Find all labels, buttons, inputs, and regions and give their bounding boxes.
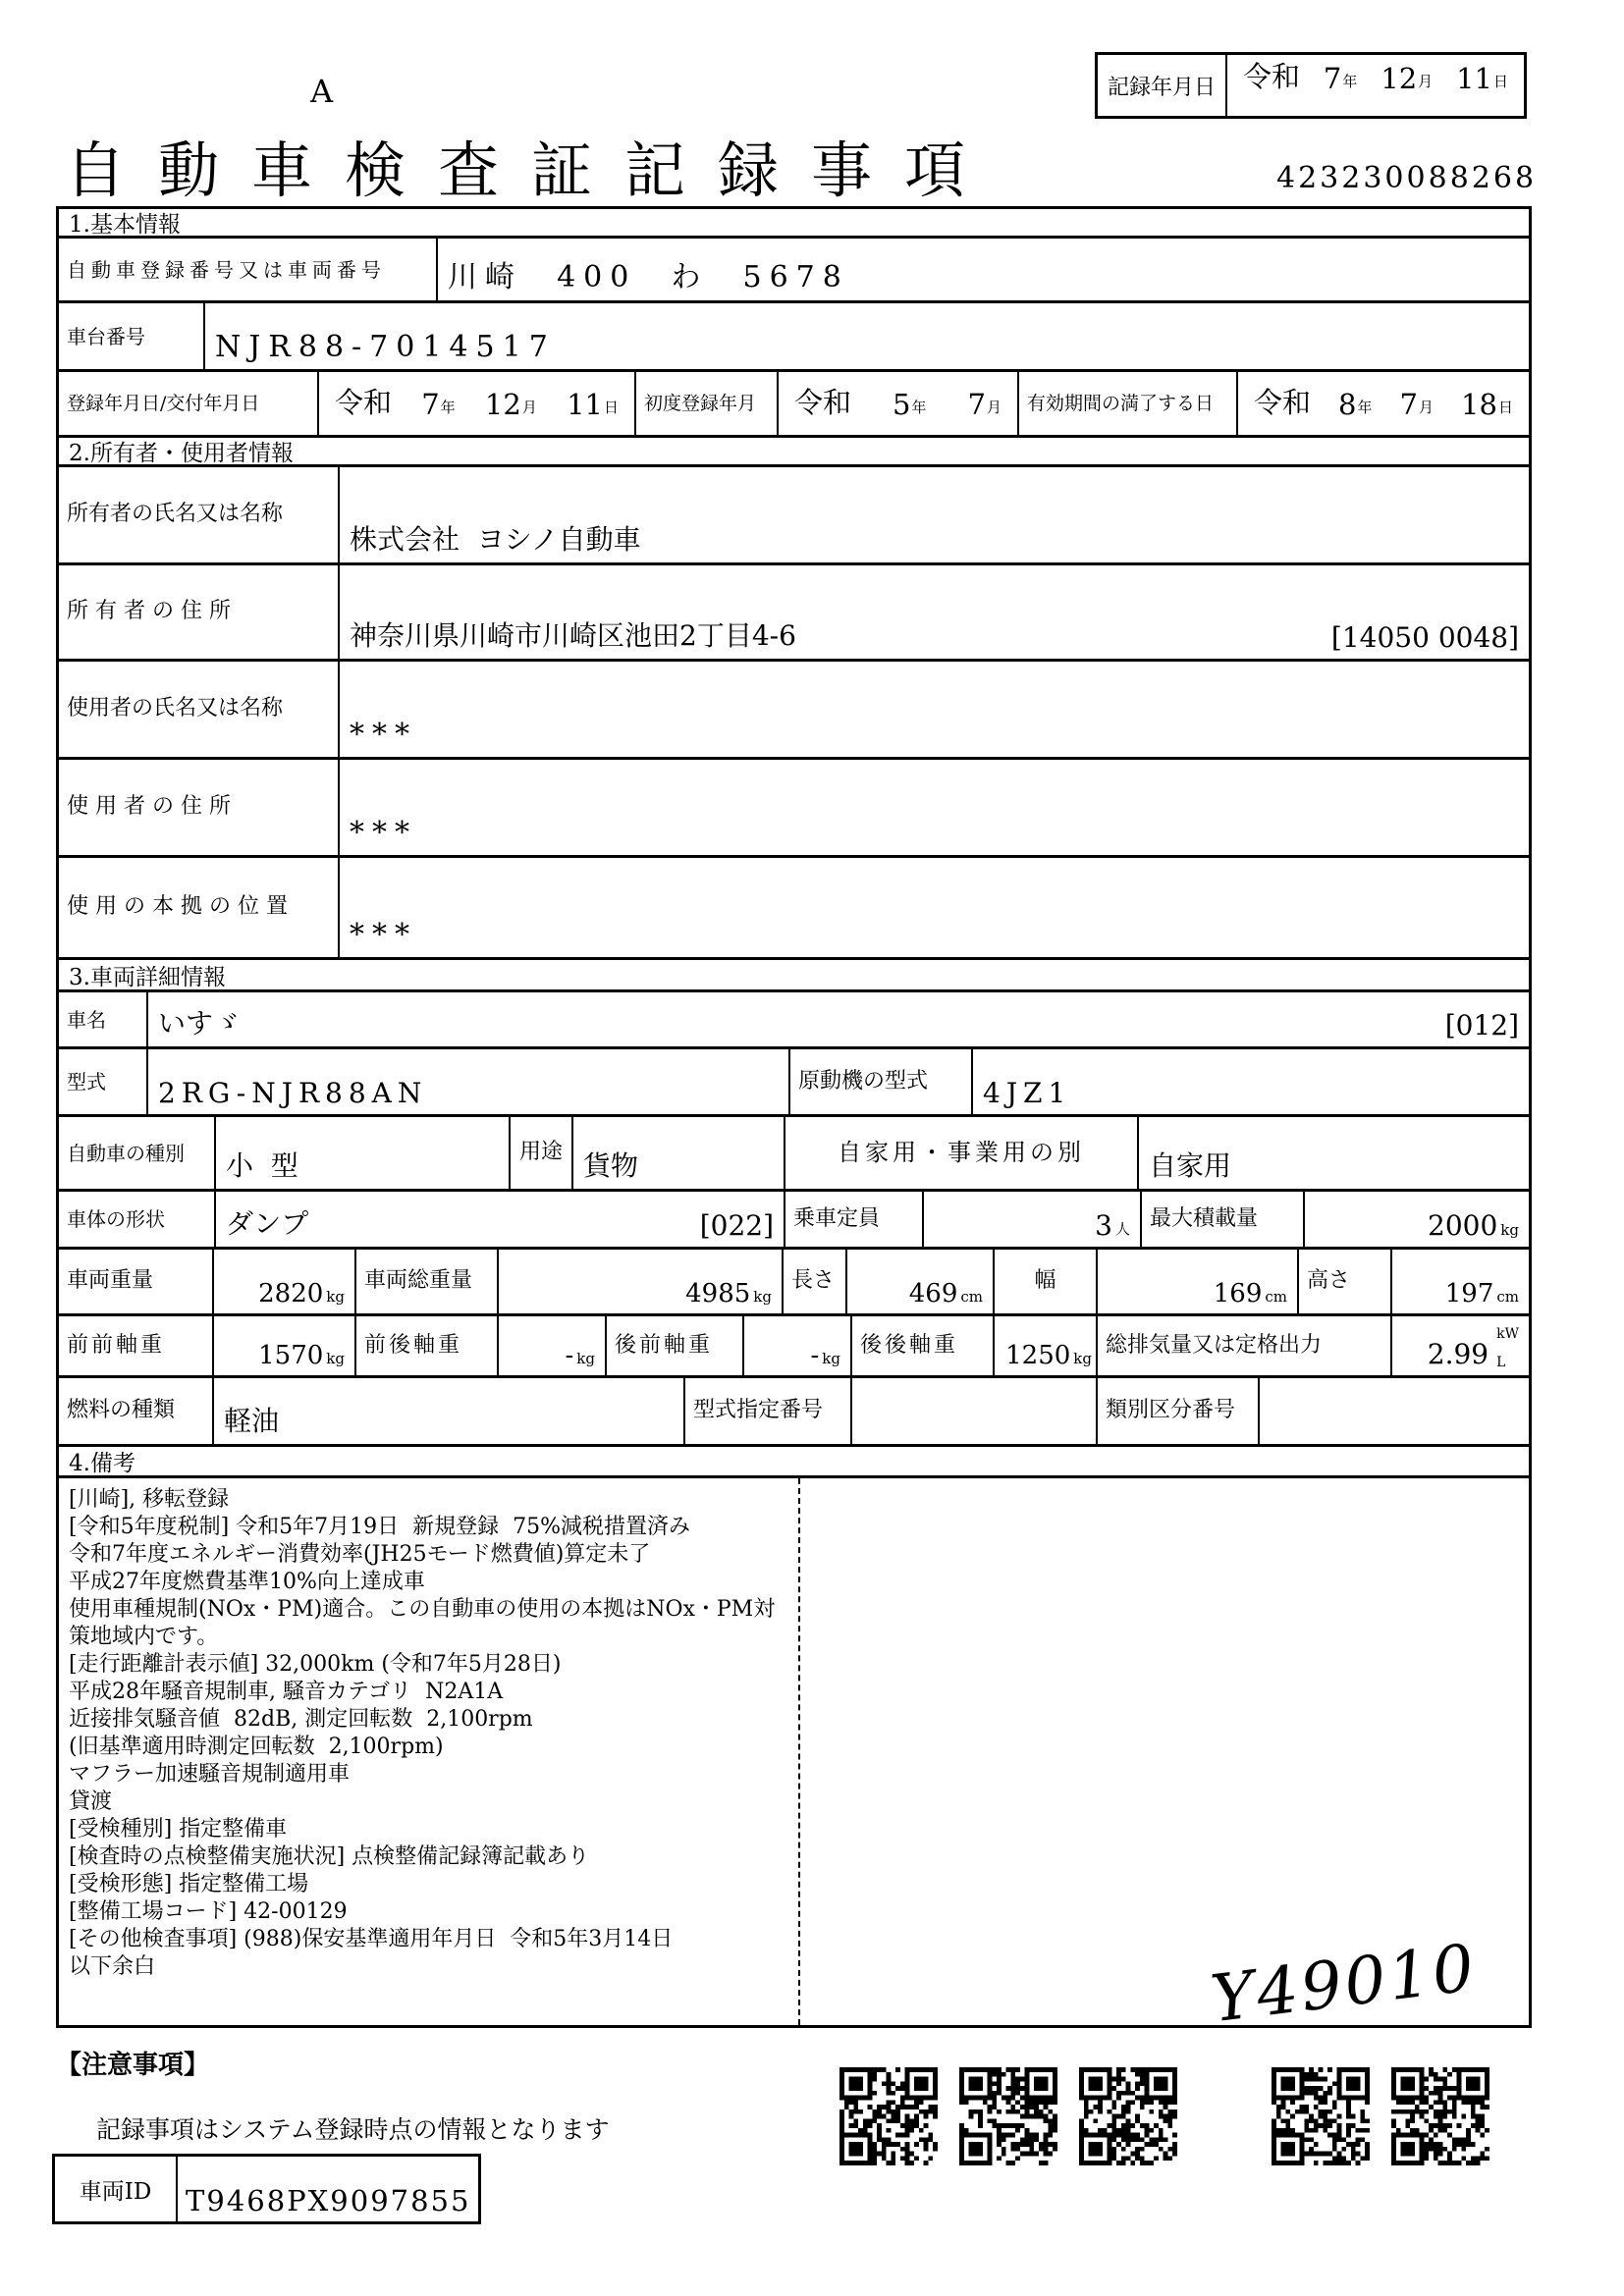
vehicle-name-label: 車名 (59, 992, 148, 1046)
height-label: 高さ (1299, 1250, 1392, 1313)
class-number-value (1260, 1378, 1529, 1444)
front-front-axle-label: 前前軸重 (59, 1316, 214, 1375)
body-shape-value: ダンプ (226, 1207, 309, 1240)
remarks-row (59, 1475, 1529, 2038)
use-label: 用途 (511, 1117, 573, 1189)
rear-rear-axle-value: 1250 (1005, 1341, 1071, 1370)
capacity-value: 3 (1095, 1209, 1112, 1242)
remark-line: [令和5年度税制] 令和5年7月19日 新規登録 75%減税措置済み (69, 1515, 691, 1539)
dates-row (59, 369, 1529, 435)
qr-code (839, 2067, 938, 2165)
qr-code (1272, 2067, 1370, 2165)
weight-row: 車両重量 2820 kg 車両総重量 4985 kg 長さ 469 cm 幅 169 cm 高さ 197 cm (59, 1247, 1529, 1313)
category-label: 自動車の種別 (59, 1117, 216, 1189)
section-1-header-row (59, 209, 1529, 236)
axle-weight-row: 前前軸重 1570 kg 前後軸重 - kg 後前軸重 - kg 後後軸重 1250 kg 総排気量又は定格出力 2.99 kW L (59, 1313, 1529, 1375)
front-rear-axle-value: - (565, 1341, 574, 1370)
remark-line: [その他検査事項] (988)保安基準適用年月日 令和5年3月14日 (69, 1927, 674, 1951)
vehicle-id-label: 車両ID (55, 2157, 178, 2221)
page-marker: A (310, 73, 334, 110)
user-name-value: *** (350, 718, 417, 752)
section-2-header: 2.所有者・使用者情報 (69, 441, 294, 466)
document-title: 自動車検査証記録事項 (65, 134, 999, 206)
type-designation-label: 型式指定番号 (685, 1378, 852, 1444)
remarks-right-pane (800, 1478, 1529, 2038)
chassis-number-row (59, 300, 1529, 369)
body-shape-label: 車体の形状 (59, 1192, 216, 1247)
user-name-row (59, 659, 1529, 757)
user-address-value: *** (350, 816, 417, 850)
remark-line: 近接排気騒音値 82dB, 測定回転数 2,100rpm (69, 1707, 533, 1732)
owner-address-value: 神奈川県川崎市川崎区池田2丁目4-6 (350, 619, 796, 652)
body-shape-row: 車体の形状 ダンプ [022] 乗車定員 3 人 最大積載量 2000 kg (59, 1189, 1529, 1247)
notice-header: 【注意事項】 (56, 2051, 210, 2080)
category-row (59, 1114, 1529, 1189)
notice-text: 記録事項はシステム登録時点の情報となります (96, 2115, 610, 2144)
type-designation-value (852, 1378, 1098, 1444)
gross-weight-value: 4985 (685, 1279, 751, 1308)
registration-date-label: 登録年月日/交付年月日 (59, 372, 319, 435)
owner-name-row (59, 464, 1529, 562)
remark-line: [受検種別] 指定整備車 (69, 1817, 288, 1842)
qr-group-left (839, 2067, 1177, 2165)
vehicle-id-value: T9468PX9097855 (186, 2184, 471, 2217)
class-number-label: 類別区分番号 (1098, 1378, 1260, 1444)
base-location-value: *** (350, 918, 417, 952)
qr-code (1391, 2067, 1489, 2165)
user-address-row (59, 757, 1529, 855)
chassis-number-value: NJR88-7014517 (215, 330, 556, 364)
width-label: 幅 (995, 1250, 1098, 1313)
model-value: 2RG-NJR88AN (158, 1077, 428, 1109)
first-registration-label: 初度登録年月 (636, 372, 779, 435)
remark-line: [受検形態] 指定整備工場 (69, 1872, 309, 1896)
plate-number-label: 自動車登録番号又は車両番号 (59, 239, 438, 300)
section-2-header-row (59, 435, 1529, 464)
expiry-date-label: 有効期間の満了する日 (1019, 372, 1238, 435)
record-date-value: 令和 7 年 12 月 11 日 (1243, 60, 1508, 95)
vehicle-id-box (52, 2154, 481, 2224)
model-row (59, 1046, 1529, 1114)
vehicle-weight-label: 車両重量 (59, 1250, 214, 1313)
width-value: 169 (1213, 1279, 1263, 1308)
remark-line: (旧基準適用時測定回転数 2,100rpm) (69, 1735, 444, 1759)
remark-line: 平成27年度燃費基準10%向上達成車 (69, 1570, 425, 1594)
front-front-axle-value: 1570 (258, 1341, 324, 1370)
ownership-type-label: 自家用・事業用の別 (785, 1117, 1139, 1189)
record-date-box (1095, 52, 1527, 119)
base-location-row (59, 855, 1529, 957)
fuel-type-value: 軽油 (224, 1405, 280, 1437)
remark-line: [整備工場コード] 42-00129 (69, 1899, 348, 1924)
fuel-type-label: 燃料の種類 (59, 1378, 214, 1444)
length-value: 469 (908, 1279, 958, 1308)
remark-line: 使用車種規制(NOx・PM)適合。この自動車の使用の本拠はNOx・PM対策地域内です。 (69, 1597, 776, 1649)
ownership-type-value: 自家用 (1149, 1149, 1232, 1182)
owner-name-value: 株式会社 ヨシノ自動車 (350, 523, 641, 556)
rear-rear-axle-label: 後後軸重 (852, 1316, 995, 1375)
rear-front-axle-value: - (810, 1341, 820, 1370)
vehicle-name-code: [012] (1444, 1009, 1519, 1041)
height-value: 197 (1444, 1279, 1494, 1308)
main-table (56, 206, 1532, 2038)
remark-line: [川崎], 移転登録 (69, 1487, 230, 1512)
qr-group-right (1272, 2067, 1489, 2165)
plate-number-value: 川崎 400 わ 5678 (448, 260, 849, 294)
record-date-label: 記録年月日 (1098, 55, 1227, 116)
engine-model-label: 原動機の型式 (790, 1049, 973, 1114)
remark-line: 令和7年度エネルギー消費効率(JH25モード燃費値)算定未了 (69, 1542, 651, 1567)
qr-code (1079, 2067, 1177, 2165)
remarks-lines (59, 1478, 800, 2025)
expiry-date-value: 令和 8 年 7 月 18 日 (1254, 385, 1513, 421)
handwritten-code: Y49010 (1207, 1929, 1482, 2038)
certificate-number: 423230088268 (1276, 161, 1538, 195)
plate-number-row (59, 236, 1529, 300)
displacement-value: 2.99 (1427, 1338, 1489, 1370)
max-load-value: 2000 (1428, 1209, 1498, 1242)
use-value: 貨物 (583, 1149, 639, 1182)
body-shape-code: [022] (699, 1209, 774, 1242)
qr-code (959, 2067, 1057, 2165)
capacity-label: 乗車定員 (785, 1192, 924, 1247)
remark-line: マフラー加速騒音規制適用車 (69, 1762, 351, 1787)
section-1-header: 1.基本情報 (69, 212, 181, 238)
registration-date-value: 令和 7 年 12 月 11 日 (319, 372, 636, 435)
user-address-label: 使 用 者 の 住 所 (59, 760, 340, 855)
engine-model-value: 4JZ1 (983, 1077, 1072, 1109)
fuel-row (59, 1375, 1529, 1444)
remark-line: 以下余白 (69, 1954, 156, 1979)
remark-line: 貸渡 (69, 1789, 113, 1814)
section-4-header-row (59, 1444, 1529, 1475)
vehicle-name-value: いすゞ (158, 1007, 242, 1040)
vehicle-weight-value: 2820 (258, 1279, 324, 1308)
owner-address-code: [14050 0048] (1330, 621, 1519, 654)
section-3-header: 3.車両詳細情報 (69, 964, 226, 990)
owner-address-row (59, 562, 1529, 659)
category-value: 小 型 (226, 1149, 298, 1182)
remark-line: [走行距離計表示値] 32,000km (令和7年5月28日) (69, 1652, 562, 1677)
displacement-label: 総排気量又は定格出力 (1098, 1316, 1392, 1375)
vehicle-name-row (59, 989, 1529, 1046)
model-label: 型式 (59, 1049, 148, 1114)
owner-address-label: 所 有 者 の 住 所 (59, 565, 340, 659)
remark-line: 平成28年騒音規制車, 騒音カテゴリ N2A1A (69, 1680, 504, 1704)
remark-line: [検査時の点検整備実施状況] 点検整備記録簿記載あり (69, 1844, 590, 1869)
section-4-header: 4.備考 (69, 1451, 135, 1476)
first-registration-value: 令和 5 年 7 月 (779, 372, 1019, 435)
user-name-label: 使用者の氏名又は名称 (59, 662, 340, 757)
gross-weight-label: 車両総重量 (356, 1250, 499, 1313)
chassis-number-label: 車台番号 (59, 303, 205, 369)
section-3-header-row (59, 957, 1529, 989)
front-rear-axle-label: 前後軸重 (356, 1316, 499, 1375)
owner-name-label: 所有者の氏名又は名称 (59, 467, 340, 562)
max-load-label: 最大積載量 (1142, 1192, 1305, 1247)
rear-front-axle-label: 後前軸重 (607, 1316, 744, 1375)
length-label: 長さ (784, 1250, 847, 1313)
base-location-label: 使 用 の 本 拠 の 位 置 (59, 858, 340, 957)
